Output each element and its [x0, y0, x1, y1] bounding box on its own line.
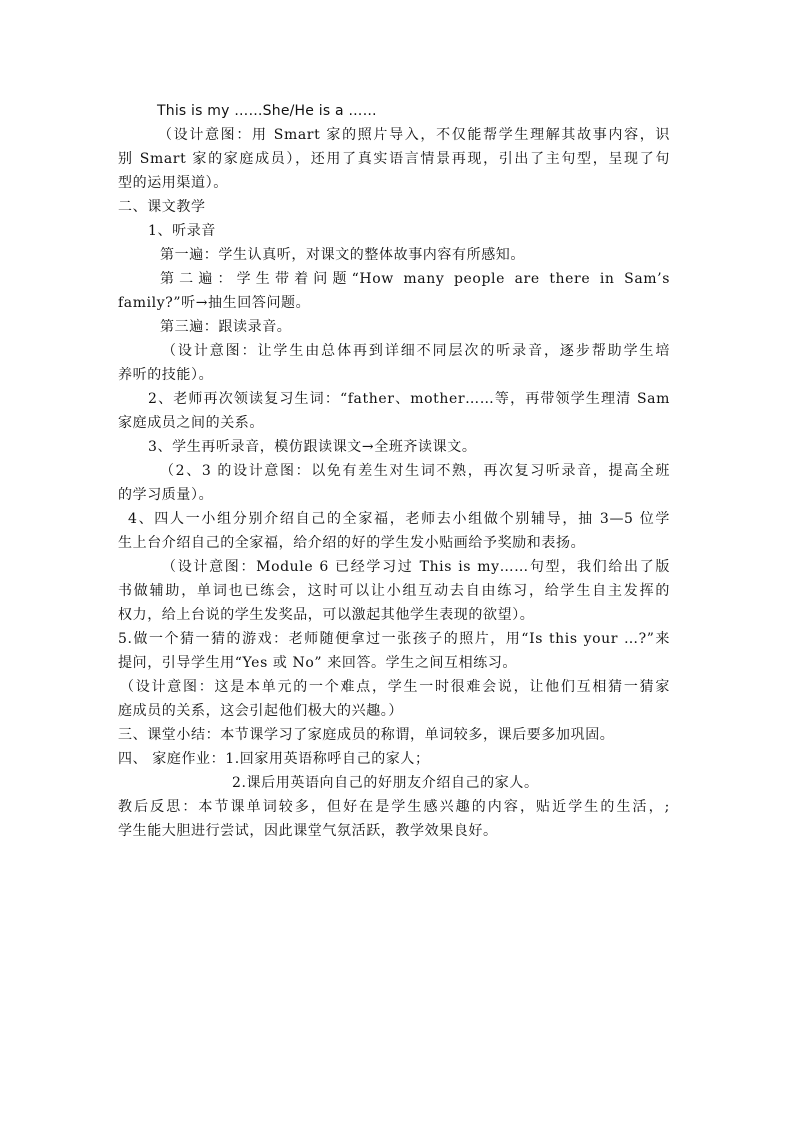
text-line: 第二遍：学生带着问题“How many people are there in Sam’s: [160, 271, 670, 287]
design-intent-paragraph-3: （2、3 的设计意图：以免有差生对生词不熟，再次复习听录音，提高全班: [160, 463, 670, 479]
homework-item-2: 2.课后用英语向自己的好朋友介绍自己的家人。: [232, 775, 539, 791]
text-line: 的学习质量）。: [118, 487, 214, 503]
text-line: 家庭成员之间的关系。: [118, 415, 264, 431]
item-listen: 1、听录音: [148, 223, 216, 239]
reflection-paragraph: 教后反思：本节课单词较多，但好在是学生感兴趣的内容，贴近学生的生活，;: [118, 799, 670, 815]
text-line: 养听的技能）。: [118, 367, 214, 383]
pattern-line: This is my ……She/He is a ……: [157, 103, 377, 119]
design-intent-paragraph-2: （设计意图：让学生由总体再到详细不同层次的听录音，逐步帮助学生培: [162, 343, 670, 359]
text-line: 别 Smart 家的家庭成员），还用了真实语言情景再现，引出了主句型，呈现了句: [118, 151, 670, 167]
section-heading-4: 四、 家庭作业：1.回家用英语称呼自己的家人；: [118, 751, 430, 767]
item-group-intro: 4、四人一小组分别介绍自己的全家福，老师去小组做个别辅导，抽 3—5 位学: [128, 511, 670, 527]
design-intent-paragraph-5: （设计意图：这是本单元的一个难点，学生一时很难会说，让他们互相猜一猜家: [120, 679, 670, 695]
section-heading-3: 三、课堂小结：本节课学习了家庭成员的称谓，单词较多，课后要多加巩固。: [118, 727, 615, 743]
text-line: 庭成员的关系，这会引起他们极大的兴趣。）: [118, 703, 403, 719]
text-line: 提问，引导学生用“Yes 或 No” 来回答。学生之间互相练习。: [118, 655, 518, 671]
item-review-words: 2、老师再次领读复习生词：“father、mother……等，再带领学生理清 Sam: [148, 391, 670, 407]
design-intent-paragraph-1: （设计意图：用 Smart 家的照片导入，不仅能帮学生理解其故事内容，识: [158, 127, 670, 143]
design-intent-paragraph-4: （设计意图：Module 6 已经学习过 This is my……句型，我们给出了版: [162, 559, 670, 575]
text-line: 生上台介绍自己的全家福，给介绍的好的学生发小贴画给予奖励和表扬。: [118, 535, 586, 551]
text-line: 学生能大胆进行尝试，因此课堂气氛活跃，教学效果良好。: [118, 823, 498, 839]
item-read-along: 3、学生再听录音，模仿跟读课文→全班齐读课文。: [148, 439, 477, 455]
section-heading-2: 二、课文教学: [118, 199, 206, 215]
text-line: family?”听→抽生回答问题。: [118, 295, 311, 311]
text-line: 书做辅助，单词也已练会，这时可以让小组互动去自由练习，给学生自主发挥的: [118, 583, 670, 599]
text-line: 第一遍：学生认真听，对课文的整体故事内容有所感知。: [160, 247, 525, 263]
text-line: 权力，给上台说的学生发奖品，可以激起其他学生表现的欲望）。: [118, 607, 535, 623]
item-guessing-game: 5.做一个猜一猜的游戏：老师随便拿过一张孩子的照片，用“Is this your …?”来: [118, 631, 670, 647]
text-line: 型的运用渠道）。: [118, 175, 228, 191]
text-line: 第三遍：跟读录音。: [160, 319, 292, 335]
